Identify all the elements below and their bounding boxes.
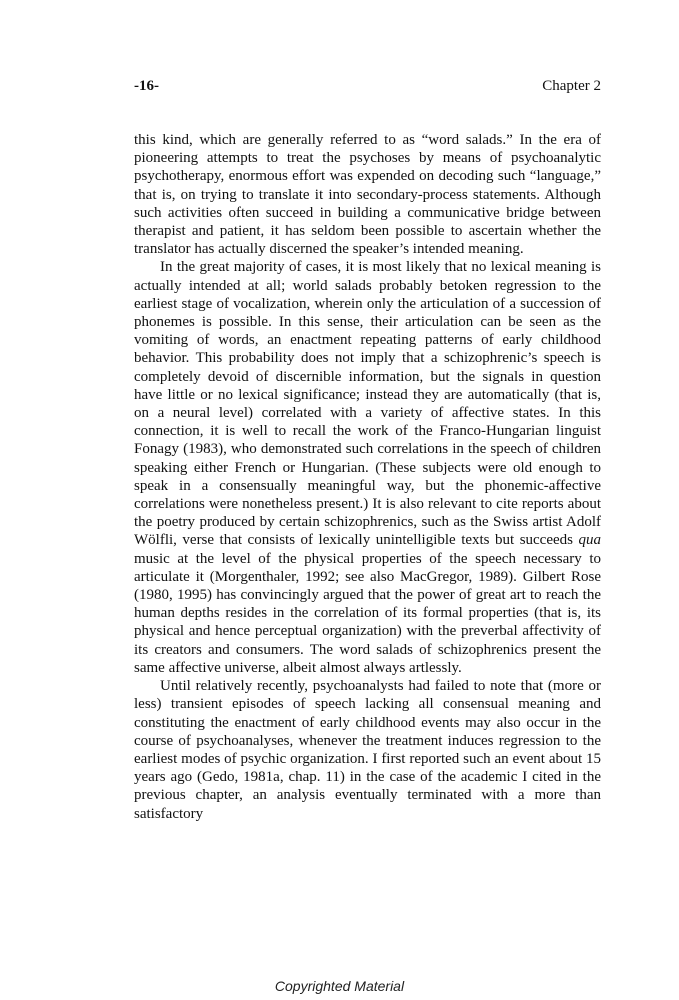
copyright-watermark: Copyrighted Material	[274, 978, 405, 994]
paragraph-2-text-end: music at the level of the physical properties of the speech necessary to articulate it (Morgenthaler, 1992; see also MacGregor, 1989). Gilbert Rose (1980, 1995) has convincingly argued that the power of great art to reach the human depths resides in the correlation of its formal properties (that is, its physical and hence perceptual organization) with the preverbal affectivity of its creators and consumers. The word salads of schizophrenics present the same affective universe, albeit almost always artlessly.	[134, 550, 601, 676]
page-number: -16-	[134, 78, 159, 94]
paragraph-3: Until relatively recently, psychoanalysts had failed to note that (more or less) transient episodes of speech lacking all consensual meaning and constituting the enactment of early childhood events may also occur in the course of psychoanalyses, whenever the treatment induces regression to the earliest modes of psychic organization. I first reported such an event about 15 years ago (Gedo, 1981a, chap. 11) in the case of the academic I cited in the previous chapter, an analysis eventually terminated with a more than satisfactory	[134, 678, 601, 822]
chapter-label: Chapter 2	[542, 78, 601, 94]
paragraph-2-text-start: In the great majority of cases, it is most likely that no lexical meaning is actually intended at all; world salads probably betoken regression to the earliest stage of vocalization, wherein only the articulation of a succession of phonemes is possible. In this sense, their articulation can be seen as the vomiting of words, an enactment repeating patterns of early childhood behavior. This probability does not imply that a schizophrenic’s speech is completely devoid of discernible information, but the signals in question have little or no lexical significance; instead they are automatically (that is, on a neural level) correlated with a variety of affective states. In this connection, it is well to recall the work of the Franco-Hungarian linguist Fonagy (1983), who demonstrated such correlations in the speech of children speaking either French or Hungarian. (These subjects were old enough to speak in a consensually meaningful way, but the phonemic-affective correlations were nonetheless present.) It is also relevant to cite reports about the poetry produced by certain schizophrenics, such as the Swiss artist Adolf Wölfli, verse that consists of lexically unintelligible texts but succeeds	[134, 259, 601, 549]
running-header	[134, 78, 601, 100]
paragraph-1: this kind, which are generally referred to as “word salads.” In the era of pioneering attempts to treat the psychoses by means of psychoanalytic psychotherapy, enormous effort was expended on decoding such “language,” that is, on trying to translate it into secondary-process statements. Although such activities often succeed in building a communicative bridge between therapist and patient, it has seldom been possible to ascertain whether the translator has actually discerned the speaker’s intended meaning.	[134, 132, 601, 258]
body-text	[134, 131, 601, 823]
paragraph-2	[134, 258, 601, 677]
paragraph-2-italic-word: qua	[578, 532, 602, 549]
